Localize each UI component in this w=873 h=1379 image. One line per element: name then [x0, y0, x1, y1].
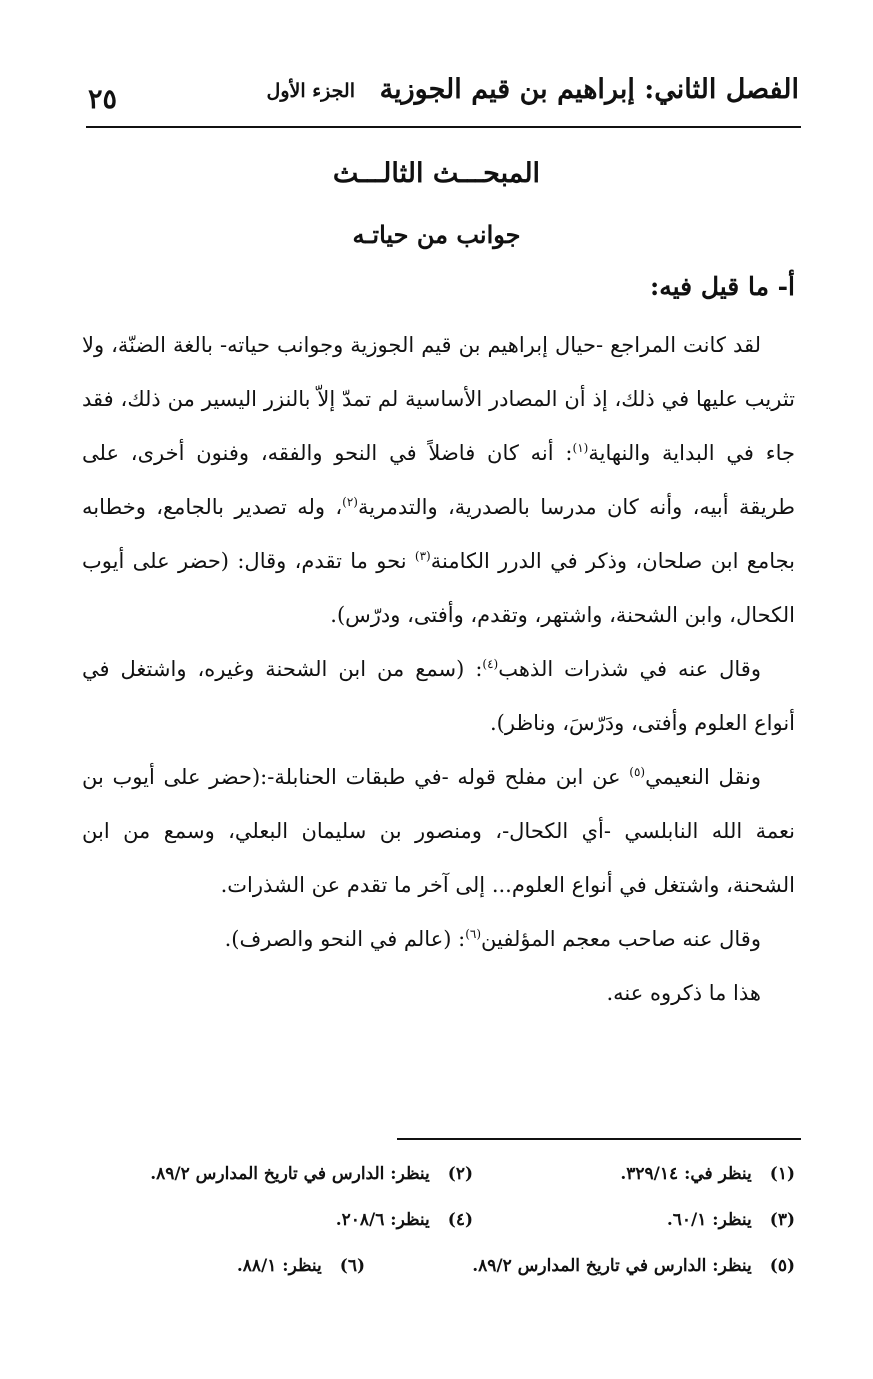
footnote-text: ينظر: ٦٠/١.: [666, 1210, 752, 1230]
footnote-number: (٤): [447, 1210, 473, 1230]
section-subtitle: جوانب من حياتـه: [352, 220, 521, 249]
footnote-number: (١): [769, 1164, 795, 1184]
paragraph: [82, 750, 795, 912]
footnote-text: ينظر: الدارس في تاريخ المدارس ٨٩/٢.: [472, 1256, 752, 1276]
footnote: [472, 1256, 795, 1276]
text-run: : (عالم في النحو والصرف).: [224, 927, 466, 951]
text-run: : أنه كان فاضلاً في النحو والفقه، وفنون أخرى، على طريقة أبيه، وأنه كان مدرسا بالصدرية، والتدمرية: [82, 441, 795, 519]
text-run: لقد كانت المراجع -حيال إبراهيم بن قيم الجوزية وجوانب حياته- بالغة الضنّة، ولا تثريب عليها في ذلك، إذ أن المصادر الأساسية لم تمدّ إلاّ بالنزر اليسير من ذلك، فقد جاء في البداية والنهاية: [82, 333, 795, 465]
footnote: [237, 1256, 365, 1276]
text-run: ، وله تصدير بالجامع، وخطابه بجامع ابن صلحان، وذكر في الدرر الكامنة: [82, 495, 795, 573]
page-number: ٢٥: [88, 84, 118, 115]
paragraph: [82, 966, 795, 1020]
footnote: [150, 1164, 473, 1184]
footnote-text: ينظر: ٨٨/١.: [236, 1256, 322, 1276]
paragraph: [82, 912, 795, 966]
text-run: هذا ما ذكروه عنه.: [606, 981, 761, 1005]
footnote: [620, 1164, 795, 1184]
text-run: عن ابن مفلح قوله -في طبقات الحنابلة-:(حضر على أيوب بن نعمة الله النابلسي -أي الكحال-، ومنصور بن سليمان البعلي، وسمع من ابن الشحنة، واشتغل في أنواع العلوم... إلى آخر ما تقدم عن الشذرات.: [82, 765, 795, 897]
subheading: أ- ما قيل فيه:: [650, 272, 795, 301]
footnote-text: ينظر: ٢٠٨/٦.: [335, 1210, 430, 1230]
footnotes: [82, 1164, 795, 1302]
text-run: وقال عنه صاحب معجم المؤلفين: [481, 927, 761, 951]
footnote-ref: (٤): [482, 657, 499, 671]
body-text: [82, 318, 795, 1020]
footnote-text: ينظر: الدارس في تاريخ المدارس ٨٩/٢.: [150, 1164, 430, 1184]
text-run: ونقل النعيمي: [645, 765, 761, 789]
header-rule: [86, 126, 801, 128]
text-run: نحو ما تقدم، وقال: (حضر على أيوب الكحال، وابن الشحنة، واشتهر، وتقدم، وأفتى، ودرّس).: [82, 549, 795, 627]
footnote-number: (٢): [447, 1164, 473, 1184]
footnote-text: ينظر في: ٣٢٩/١٤.: [620, 1164, 752, 1184]
footnote-ref: (٣): [414, 549, 431, 563]
section-title: المبحـــث الثالـــث: [332, 158, 541, 189]
footnote-row: [82, 1210, 795, 1256]
footnote-number: (٥): [769, 1256, 795, 1276]
text-run: : (سمع من ابن الشحنة وغيره، واشتغل في أنواع العلوم وأفتى، ودَرّسَ، وناظر).: [82, 657, 795, 735]
footnote-ref: (٥): [629, 765, 646, 779]
footnote-number: (٦): [339, 1256, 365, 1276]
part-label: الجزء الأول: [266, 80, 355, 102]
footnote-row: [82, 1256, 795, 1302]
footnote: [336, 1210, 473, 1230]
footnote-row: [82, 1164, 795, 1210]
footnote-ref: (٢): [342, 495, 358, 509]
footnote-rule: [397, 1138, 801, 1140]
running-header: [88, 70, 799, 124]
footnote-ref: (١): [572, 441, 589, 455]
paragraph: [82, 642, 795, 750]
chapter-title: الفصل الثاني: إبراهيم بن قيم الجوزية: [379, 74, 799, 105]
footnote-ref: (٦): [465, 927, 482, 941]
footnote-number: (٣): [769, 1210, 795, 1230]
footnote: [667, 1210, 795, 1230]
paragraph: [82, 318, 795, 642]
text-run: وقال عنه في شذرات الذهب: [498, 657, 761, 681]
